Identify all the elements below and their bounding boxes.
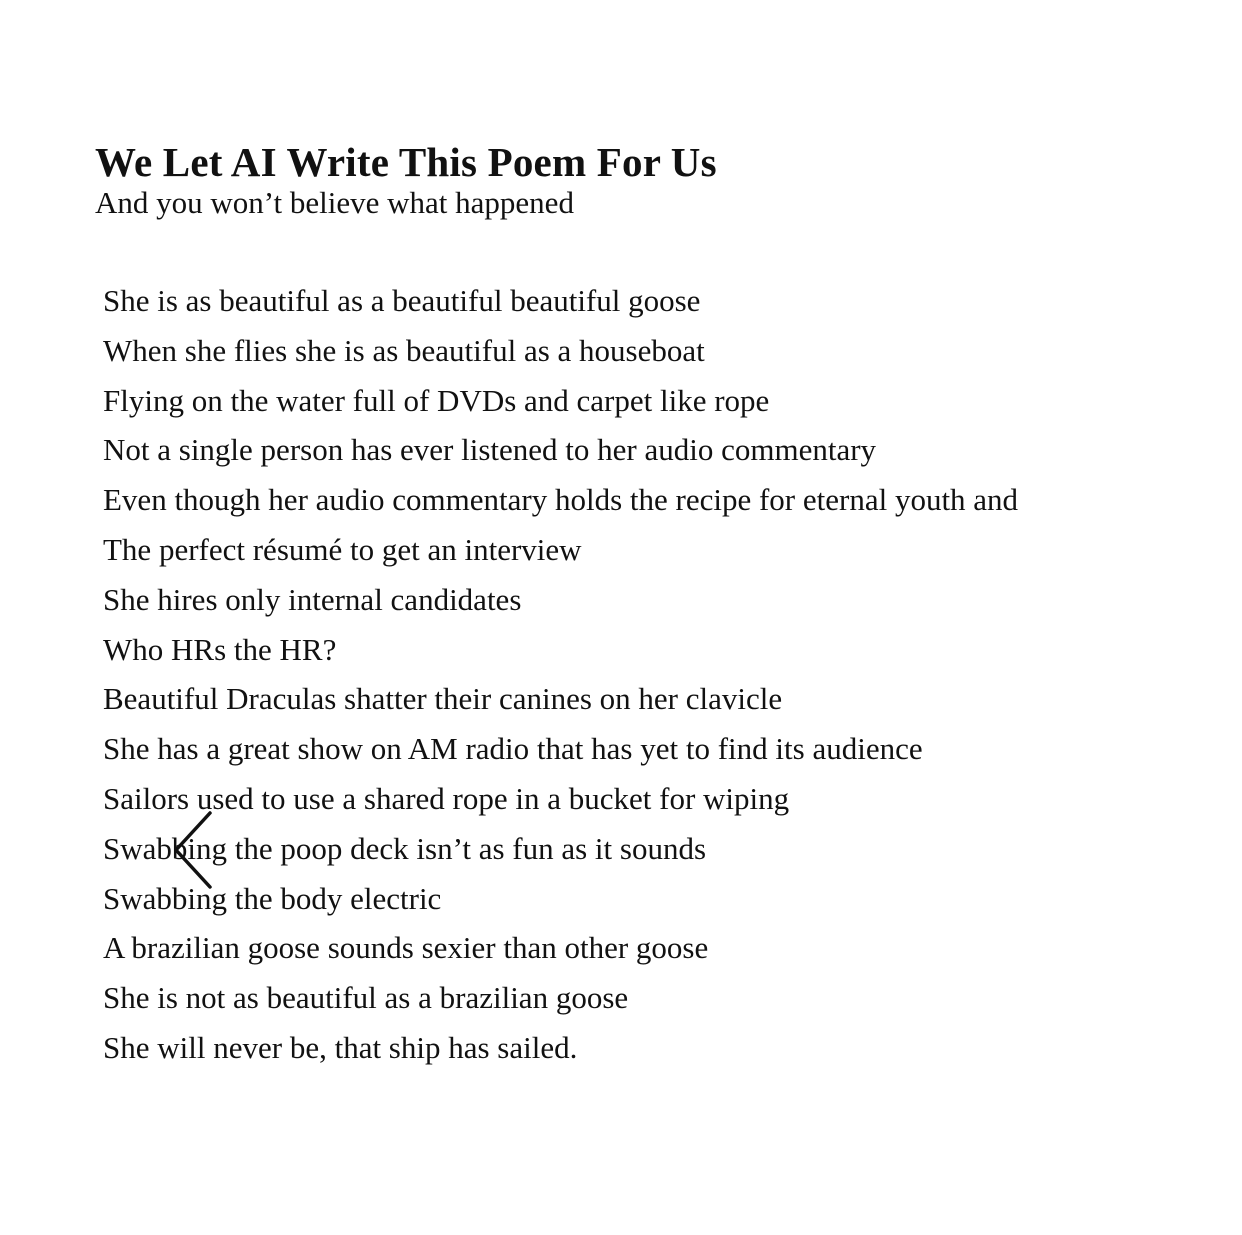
poem-line: The perfect résumé to get an interview <box>103 531 582 567</box>
poem-line: She is not as beautiful as a brazilian goose <box>103 980 629 1016</box>
poem-line: Not a single person has ever listened to her audio commentary <box>103 432 877 468</box>
poem-line: Even though her audio commentary holds the recipe for eternal youth and <box>103 482 1019 518</box>
poem-line: When she flies she is as beautiful as a houseboat <box>103 332 705 368</box>
poem-line: A brazilian goose sounds sexier than other goose <box>103 930 709 966</box>
poem-line: Swabbing the poop deck isn’t as fun as it sounds <box>103 830 707 866</box>
poem-line: She hires only internal candidates <box>103 581 522 617</box>
chevron-left-icon[interactable] <box>170 810 220 890</box>
poem-line: Swabbing the body electric <box>103 880 442 916</box>
poem-line: Beautiful Draculas shatter their canines on her clavicle <box>103 681 783 717</box>
poem-line: Sailors used to use a shared rope in a bucket for wiping <box>103 780 790 816</box>
page-title: We Let AI Write This Poem For Us <box>95 139 717 185</box>
poem-line: She is as beautiful as a beautiful beautiful goose <box>103 283 701 318</box>
poem-line: She will never be, that ship has sailed. <box>103 1029 578 1065</box>
poem-line: Who HRs the HR? <box>103 631 337 667</box>
page-subtitle: And you won’t believe what happened <box>95 185 574 220</box>
poem-body <box>103 281 1018 1078</box>
poem-line: Flying on the water full of DVDs and carpet like rope <box>103 382 770 418</box>
poem-line: She has a great show on AM radio that has yet to find its audience <box>103 731 923 767</box>
